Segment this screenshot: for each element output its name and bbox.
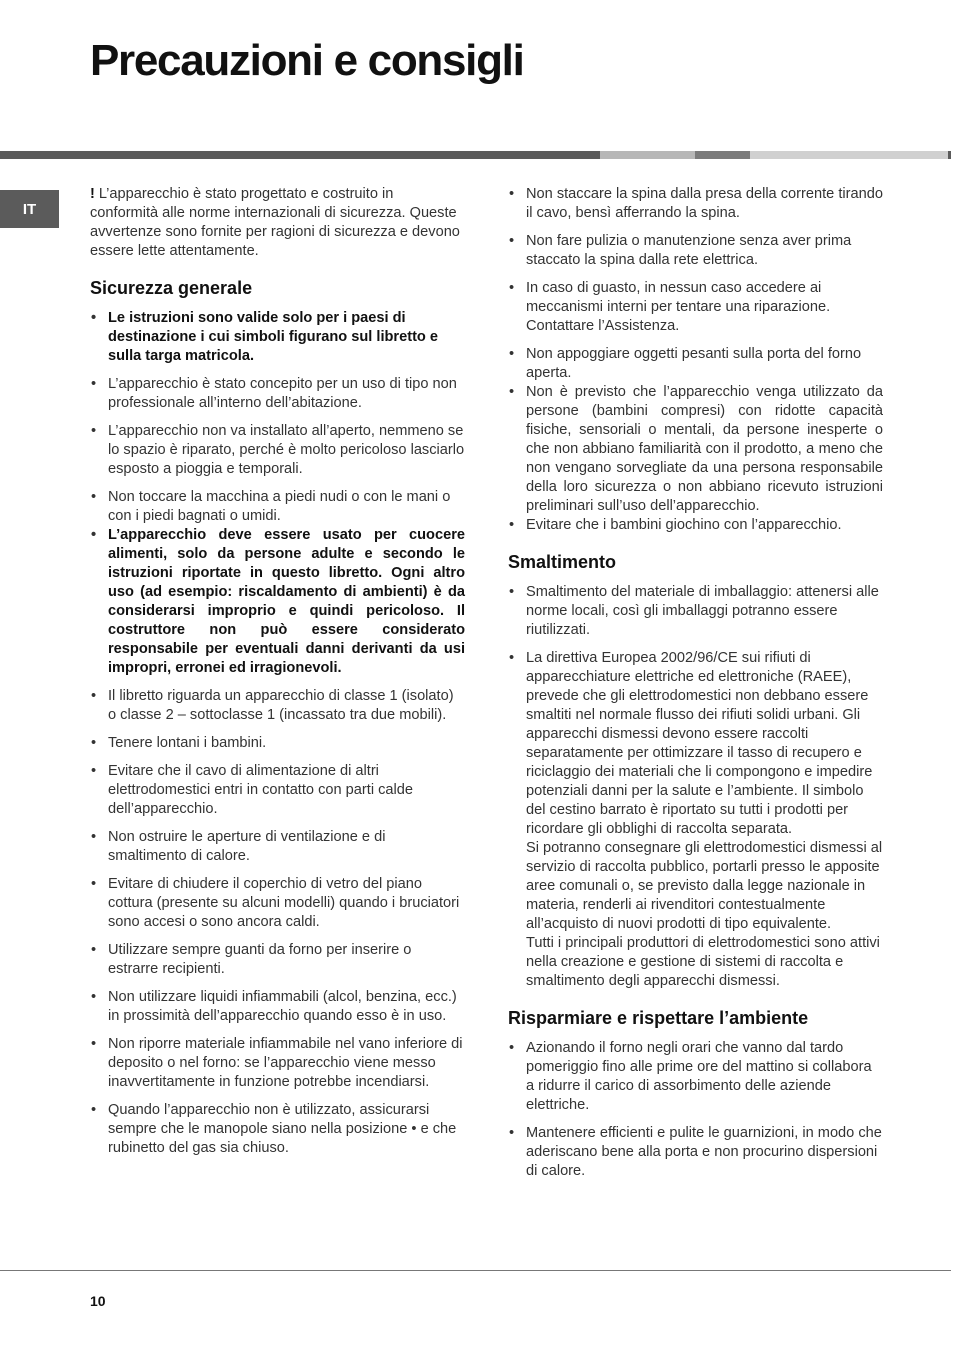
list-item: • Non ostruire le aperture di ventilazione e di smaltimento di calore. <box>90 828 465 866</box>
warning-mark: ! <box>90 186 95 202</box>
left-column <box>90 185 465 1167</box>
right-column <box>508 185 883 1190</box>
list-item: • Evitare di chiudere il coperchio di vetro del piano cottura (presente su alcuni modelli) quando i bruciatori sono accesi o sono ancora caldi. <box>90 875 465 932</box>
list-item: • Utilizzare sempre guanti da forno per inserire o estrarre recipienti. <box>90 941 465 979</box>
header-divider-bar <box>750 151 948 159</box>
section-title-disposal: Smaltimento <box>508 552 617 572</box>
safety-list <box>90 309 465 1158</box>
list-item: • L’apparecchio è stato concepito per un uso di tipo non professionale all’interno dell’abitazione. <box>90 375 465 413</box>
list-item: • Non appoggiare oggetti pesanti sulla porta del forno aperta. <box>508 345 883 383</box>
list-item: • In caso di guasto, in nessun caso accedere ai meccanismi interni per tentare una riparazione. Contattare l’Assistenza. <box>508 279 883 336</box>
header-divider-bar <box>600 151 695 159</box>
section-title-environment: Risparmiare e rispettare l’ambiente <box>508 1008 809 1028</box>
list-item: • Smaltimento del materiale di imballaggio: attenersi alle norme locali, così gli imballaggi potranno essere riutilizzati. <box>508 583 883 640</box>
header-divider-bar <box>695 151 750 159</box>
list-item: • Mantenere efficienti e pulite le guarnizioni, in modo che aderiscano bene alla porta e non procurino dispersioni di calore. <box>508 1124 883 1181</box>
footer-divider <box>0 1270 951 1271</box>
intro-paragraph <box>90 185 465 261</box>
disposal-list <box>508 583 883 991</box>
header-divider-bar <box>0 151 600 159</box>
list-item: • Tenere lontani i bambini. <box>90 734 465 753</box>
list-item: • Evitare che il cavo di alimentazione di altri elettrodomestici entri in contatto con parti calde dell’apparecchio. <box>90 762 465 819</box>
environment-list <box>508 1039 883 1181</box>
list-item: • Quando l’apparecchio non è utilizzato, assicurarsi sempre che le manopole siano nella posizione • e che rubinetto del gas sia chiuso. <box>90 1101 465 1158</box>
list-item: • Azionando il forno negli orari che vanno dal tardo pomeriggio fino alle prime ore del mattino si collabora a ridurre il carico di assorbimento delle aziende elettriche. <box>508 1039 883 1115</box>
section-title-safety: Sicurezza generale <box>90 278 253 298</box>
language-tab: IT <box>0 190 59 228</box>
list-item-weee <box>508 649 883 991</box>
list-item: • Il libretto riguarda un apparecchio di classe 1 (isolato) o classe 2 – sottoclasse 1 (incassato tra due mobili). <box>90 687 465 725</box>
weee-paragraph: Si potranno consegnare gli elettrodomestici dismessi al servizio di raccolta pubblico, portarli presso le apposite aree comunali o, se previsto dalla legge nazionale in materia, renderli ai rivenditori contestualmente all’acquisto di nuovi prodotti di tipo equivalente. <box>526 840 883 932</box>
header-divider-bar <box>948 151 951 159</box>
weee-paragraph: Tutti i principali produttori di elettrodomestici sono attivi nella creazione e gestione di sistemi di raccolta e smaltimento degli apparecchi dismessi. <box>526 935 880 989</box>
list-item: • Non è previsto che l’apparecchio venga utilizzato da persone (bambini compresi) con ridotte capacità fisiche, sensoriali o mentali, da persone inesperte o che non abbiano familiarità con il prodotto, a meno che non vengano sorvegliate da una persona responsabile della loro sicurezza o non abbiano ricevuto istruzioni preliminari sull’uso dell’apparecchio. <box>508 383 883 516</box>
page-number: 10 <box>90 1293 106 1309</box>
safety-list-continued <box>508 185 883 535</box>
list-item: • Le istruzioni sono valide solo per i paesi di destinazione i cui simboli figurano sul libretto e sulla targa matricola. <box>90 309 465 366</box>
list-item: • Non fare pulizia o manutenzione senza aver prima staccato la spina dalla rete elettrica. <box>508 232 883 270</box>
list-item: • L’apparecchio non va installato all’aperto, nemmeno se lo spazio è riparato, perché è molto pericoloso lasciarlo esposto a pioggia e temporali. <box>90 422 465 479</box>
intro-text: L’apparecchio è stato progettato e costruito in conformità alle norme internazionali di sicurezza. Queste avvertenze sono fornite per ragioni di sicurezza e devono essere lette attentamente. <box>90 186 460 259</box>
list-item: • Non staccare la spina dalla presa della corrente tirando il cavo, bensì afferrando la spina. <box>508 185 883 223</box>
list-item: • Non utilizzare liquidi infiammabili (alcol, benzina, ecc.) in prossimità dell’apparecchio quando esso è in uso. <box>90 988 465 1026</box>
list-item: • Non riporre materiale infiammabile nel vano inferiore di deposito o nel forno: se l’apparecchio viene messo inavvertitamente in funzione potrebbe incendiarsi. <box>90 1035 465 1092</box>
weee-paragraph: • La direttiva Europea 2002/96/CE sui rifiuti di apparecchiature elettriche ed elettroniche (RAEE), prevede che gli elettrodomestici non debbano essere smaltiti nel normale flusso dei rifiuti solidi urbani. Gli apparecchi dismessi devono essere raccolti separatamente per ottimizzare il tasso di recupero e riciclaggio dei materiali che li compongono e impedire potenziali danni per la salute e l’ambiente. Il simbolo del cestino barrato è riportato su tutti i prodotti per ricordare gli obblighi di raccolta separata. <box>526 650 873 837</box>
page-title: Precauzioni e consigli <box>90 36 524 85</box>
list-item: • Evitare che i bambini giochino con l’apparecchio. <box>508 516 883 535</box>
list-item: • Non toccare la macchina a piedi nudi o con le mani o con i piedi bagnati o umidi. <box>90 488 465 526</box>
list-item: • L’apparecchio deve essere usato per cuocere alimenti, solo da persone adulte e secondo le istruzioni riportate in questo libretto. Ogni altro uso (ad esempio: riscaldamento di ambienti) è da considerarsi improprio e quindi pericoloso. Il costruttore non può essere considerato responsabile per eventuali danni derivanti da usi impropri, erronei ed irragionevoli. <box>90 526 465 678</box>
